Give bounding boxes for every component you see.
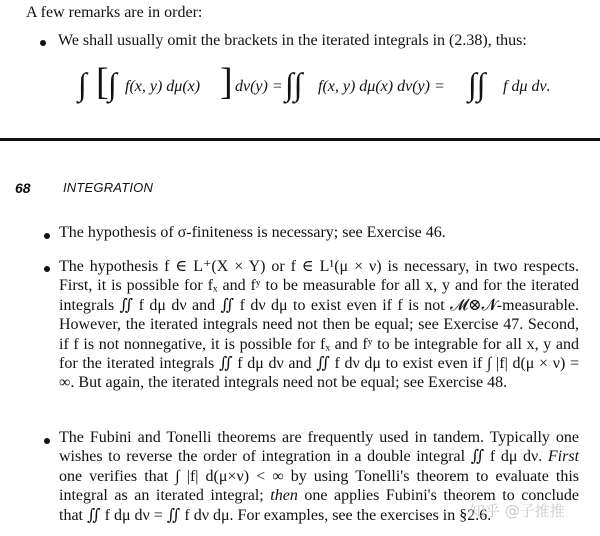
outer-measure: dν(y) = bbox=[235, 78, 283, 95]
emphasis-then: then bbox=[270, 487, 298, 505]
double-integral-sign: ∫∫ bbox=[468, 66, 486, 102]
page-gap bbox=[0, 141, 600, 155]
remark-sigma-finiteness: The hypothesis of σ-finiteness is necessary; see Exercise 46. bbox=[59, 224, 446, 241]
bullet-dot bbox=[44, 266, 50, 272]
inner-integrand: f(x, y) dμ(x) bbox=[125, 78, 201, 95]
previous-page-excerpt bbox=[0, 0, 600, 138]
remark-text: The Fubini and Tonelli theorems are frequently used in tandem. Typically one wishes to reverse the order of integration in a double integral ∬ f dμ dν. bbox=[59, 429, 579, 466]
bullet-dot bbox=[40, 40, 46, 46]
iterated-integral-equation bbox=[78, 61, 578, 110]
remark-text: one verifies that ∫ |f| d(μ×ν) < ∞ by using Tonelli's theorem to evaluate this integral as an iterated integral; bbox=[59, 467, 579, 505]
remark-text: one applies Fubini's theorem to conclude that ∬ f dμ dν = ∬ f dν dμ. For examples, see the exercises in §2.6. bbox=[59, 487, 580, 524]
emphasis-first: First bbox=[547, 448, 580, 466]
remark-bullet-1: We shall usually omit the brackets in the iterated integrals in (2.38), thus: bbox=[58, 32, 527, 49]
bullet-dot bbox=[44, 438, 50, 444]
chapter-title: INTEGRATION bbox=[63, 180, 154, 195]
watermark: 知乎 @子推推 bbox=[470, 502, 565, 520]
left-bracket: [ bbox=[96, 61, 109, 103]
double-integral-sign: ∫∫ bbox=[285, 66, 303, 102]
remark-hypothesis-necessary: The hypothesis f ∈ L⁺(X × Y) or f ∈ L¹(μ × ν) is necessary, in two respects. First, it is possible for fₓ and fʸ to be measurable for all x, y and for the iterated integrals ∬ f dμ dν and ∬ f dν dμ to exist even if f is not 𝓜⊗𝓝-measurable. However, the iterated integrals need not then be equal; see Exercise 47. Second, if f is not nonnegative, it is possible for fₓ and fʸ to be integrable for all x, y and for the iterated integrals ∬ f dμ dν and ∬ f dν dμ to exist even if ∫ |f| d(μ × ν) = ∞. But again, the iterated integrals need not be equal; see Exercise 48. bbox=[59, 258, 579, 392]
integral-sign: ∫ bbox=[108, 66, 117, 102]
bullet-dot bbox=[44, 233, 50, 239]
page-number: 68 bbox=[15, 180, 31, 196]
compact-integrand: f dμ dν. bbox=[503, 78, 551, 95]
right-bracket: ] bbox=[220, 61, 233, 103]
remarks-intro: A few remarks are in order: bbox=[26, 4, 203, 21]
integral-sign: ∫ bbox=[78, 66, 87, 102]
iterated-integrand: f(x, y) dμ(x) dν(y) = bbox=[318, 78, 445, 95]
